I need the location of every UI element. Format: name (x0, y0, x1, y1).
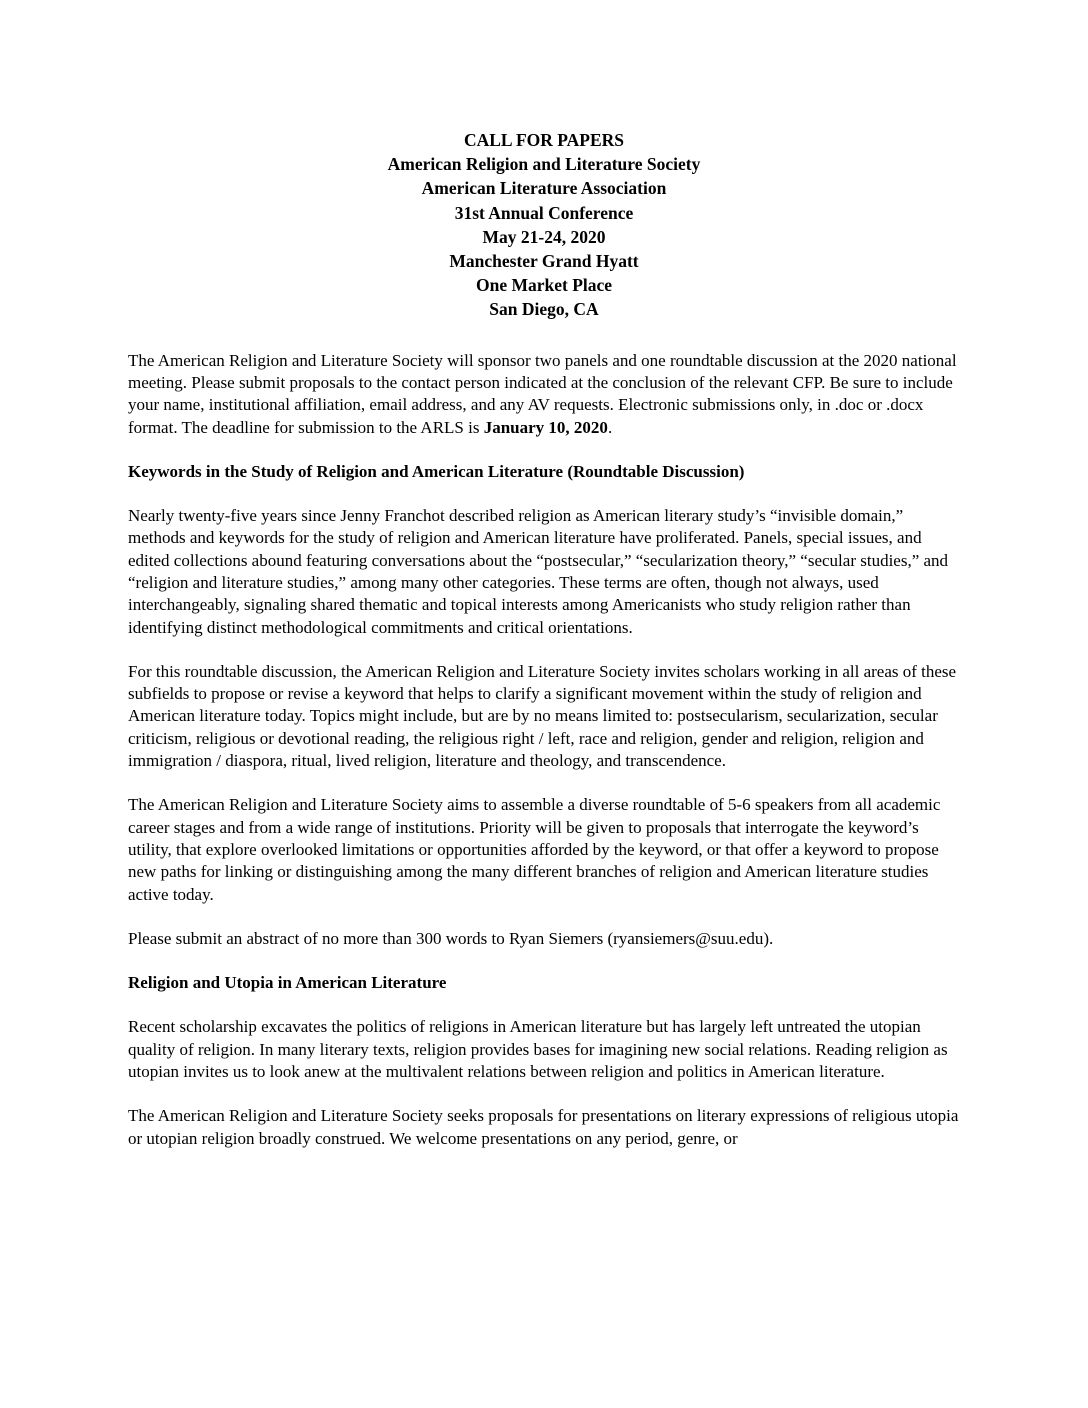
paragraph-keywords-2: For this roundtable discussion, the American Religion and Literature Society invites scholars working in all areas of these subfields to propose or revise a keyword that helps to clarify a significant movement within the study of religion and American literature today. Topics might include, but are by no means limited to: postsecularism, secularization, secular criticism, religious or devotional reading, the religious right / left, race and religion, gender and religion, religion and immigration / diaspora, ritual, lived religion, literature and theology, and transcendence. (128, 661, 957, 771)
deadline-date: January 10, 2020 (483, 417, 608, 437)
document-header (128, 128, 960, 322)
header-line-city: San Diego, CA (489, 299, 599, 320)
paragraph-utopia-1: Recent scholarship excavates the politics of religions in American literature but has largely left untreated the utopian quality of religion. In many literary texts, religion provides bases for imagining new social relations. Reading religion as utopian invites us to look anew at the multivalent relations between religion and politics in American literature. (128, 1017, 948, 1082)
document-body (128, 350, 960, 1150)
intro-paragraph (128, 350, 960, 439)
header-line-address: One Market Place (475, 275, 613, 296)
header-line-call-for-papers: CALL FOR PAPERS (463, 130, 625, 150)
header-line-dates: May 21-24, 2020 (482, 226, 606, 247)
header-line-association: American Literature Association (421, 178, 667, 199)
header-line-conference: 31st Annual Conference (454, 202, 634, 223)
paragraph-keywords-3: The American Religion and Literature Society aims to assemble a diverse roundtable of 5-6 speakers from all academic career stages and from a wide range of institutions. Priority will be given to proposals that interrogate the keyword’s utility, that explore overlooked limitations or opportunities afforded by the keyword, or that offer a keyword to propose new paths for linking or distinguishing among the many different branches of religion and American literature studies active today. (128, 795, 941, 904)
header-line-society: American Religion and Literature Society (387, 154, 701, 175)
paragraph-keywords-submission: Please submit an abstract of no more than 300 words to Ryan Siemers (ryansiemers@suu.edu). (128, 928, 774, 948)
intro-text: The American Religion and Literature Society will sponsor two panels and one roundtable discussion at the 2020 national meeting. Please submit proposals to the contact person indicated at the conclusion of the relevant CFP. Be sure to include your name, institutional affiliation, email address, and any AV requests. Electronic submissions only, in .doc or .docx format. The deadline for submission to the ARLS is (128, 350, 957, 437)
section-heading-keywords-roundtable: Keywords in the Study of Religion and American Literature (Roundtable Discussion) (128, 461, 745, 481)
paragraph-utopia-2: The American Religion and Literature Society seeks proposals for presentations on literary expressions of religious utopia or utopian religion broadly construed. We welcome presentations on any period, genre, or (128, 1106, 959, 1148)
intro-text-end: . (607, 417, 613, 437)
paragraph-keywords-1: Nearly twenty-five years since Jenny Franchot described religion as American literary study’s “invisible domain,” methods and keywords for the study of religion and American literature have proliferated. Panels, special issues, and edited collections abound featuring conversations about the “postsecular,” “secularization theory,” “secular studies,” and “religion and literature studies,” among many other categories. These terms are often, though not always, used interchangeably, signaling shared thematic and topical interests among Americanists who study religion rather than identifying distinct methodological commitments and critical orientations. (128, 506, 949, 637)
section-heading-religion-utopia: Religion and Utopia in American Literature (128, 973, 447, 993)
header-line-venue: Manchester Grand Hyatt (449, 251, 639, 272)
